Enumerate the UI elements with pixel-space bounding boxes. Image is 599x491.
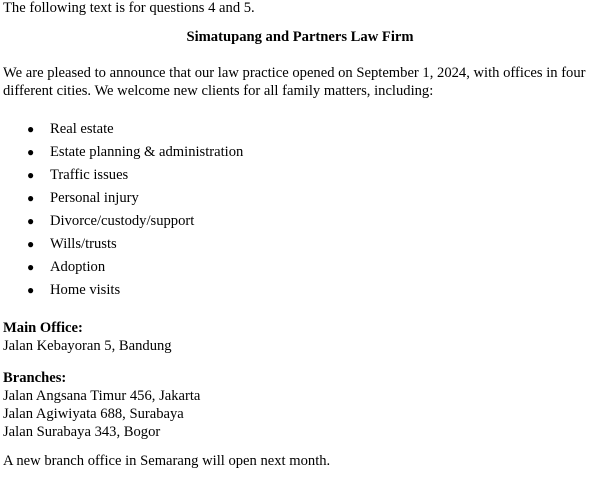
service-label: Estate planning & administration xyxy=(50,144,244,160)
bullet-icon: ● xyxy=(27,145,35,159)
service-label: Home visits xyxy=(50,282,121,298)
bullet-icon: ● xyxy=(27,260,35,274)
branches-heading: Branches: xyxy=(3,370,67,386)
service-label: Divorce/custody/support xyxy=(50,213,195,229)
service-label: Personal injury xyxy=(50,190,139,206)
closing-note: A new branch office in Semarang will open next month. xyxy=(3,453,331,469)
service-label: Traffic issues xyxy=(50,167,129,183)
bullet-icon: ● xyxy=(27,191,35,205)
list-item xyxy=(3,236,597,259)
main-office-heading: Main Office: xyxy=(3,320,83,336)
list-item xyxy=(3,144,597,167)
main-office-address: Jalan Kebayoran 5, Bandung xyxy=(3,338,172,354)
bullet-icon: ● xyxy=(27,122,35,136)
bullet-icon: ● xyxy=(27,168,35,182)
service-label: Adoption xyxy=(50,259,106,275)
bullet-icon: ● xyxy=(27,237,35,251)
document xyxy=(3,0,597,470)
bullet-icon: ● xyxy=(27,214,35,228)
branch-address: Jalan Agiwiyata 688, Surabaya xyxy=(3,406,184,422)
list-item xyxy=(3,282,597,305)
list-item xyxy=(3,121,597,144)
service-label: Wills/trusts xyxy=(50,236,117,252)
bullet-icon: ● xyxy=(27,283,35,297)
services-list xyxy=(3,121,597,305)
list-item xyxy=(3,259,597,282)
firm-title: Simatupang and Partners Law Firm xyxy=(186,29,414,45)
branch-address: Jalan Surabaya 343, Bogor xyxy=(3,424,161,440)
list-item xyxy=(3,167,597,190)
instruction-text: The following text is for questions 4 and 5. xyxy=(3,0,255,16)
service-label: Real estate xyxy=(50,121,114,137)
branch-address: Jalan Angsana Timur 456, Jakarta xyxy=(3,388,201,404)
list-item xyxy=(3,190,597,213)
announcement-paragraph: We are pleased to announce that our law practice opened on September 1, 2024, with offices in four different cities. We welcome new clients for all family matters, including: xyxy=(3,65,586,99)
list-item xyxy=(3,213,597,236)
